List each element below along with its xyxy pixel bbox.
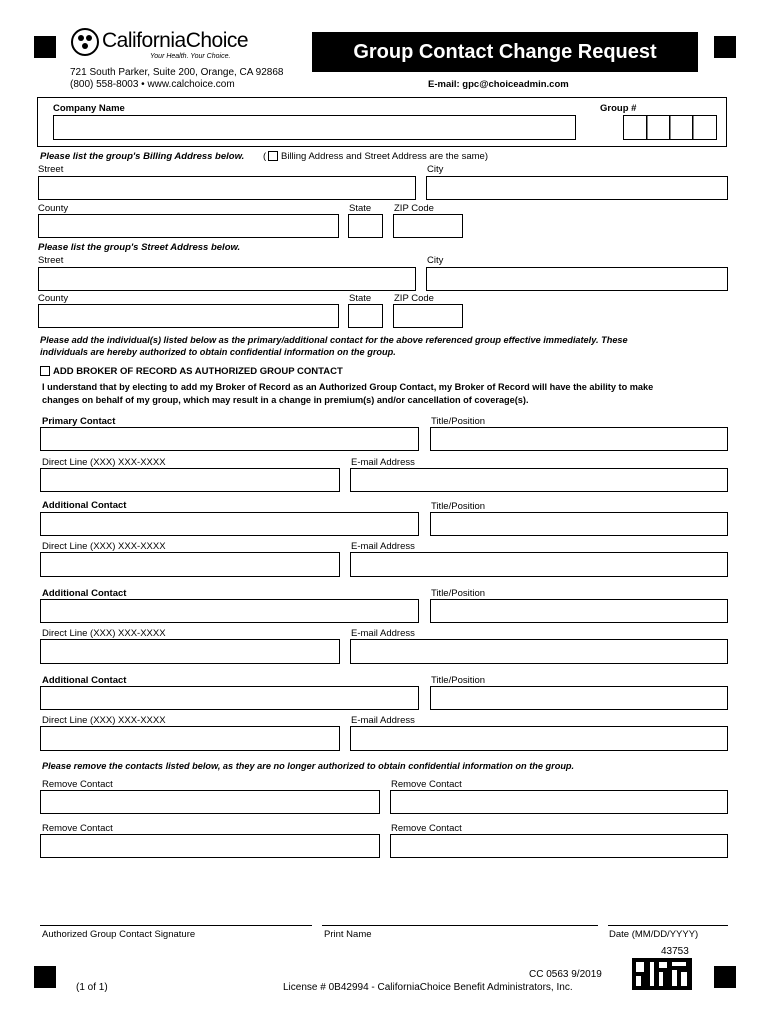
remove-contact-label: Remove Contact bbox=[42, 779, 113, 790]
broker-of-record-checkbox[interactable] bbox=[40, 366, 50, 376]
contact-title-field[interactable] bbox=[430, 599, 728, 623]
company-address: 721 South Parker, Suite 200, Orange, CA 92868 bbox=[70, 67, 284, 78]
group-number-label: Group # bbox=[600, 103, 637, 114]
billing-same-checkbox[interactable] bbox=[268, 151, 278, 161]
street-county-label: County bbox=[38, 293, 69, 304]
street-city-field[interactable] bbox=[426, 267, 728, 291]
signature-line[interactable] bbox=[40, 925, 312, 926]
street-state-label: State bbox=[349, 293, 372, 304]
logo-mark-icon bbox=[70, 27, 100, 57]
signature-label: Authorized Group Contact Signature bbox=[42, 929, 196, 940]
print-name-line[interactable] bbox=[322, 925, 598, 926]
contact-email-field[interactable] bbox=[350, 468, 728, 492]
contact-email-field[interactable] bbox=[350, 726, 728, 751]
contact-phone-label: Direct Line (XXX) XXX-XXXX bbox=[42, 457, 166, 468]
brand-name: CaliforniaChoice bbox=[102, 29, 249, 52]
license-text: License # 0B42994 - CaliforniaChoice Benefit Administrators, Inc. bbox=[283, 982, 573, 993]
broker-of-record-label: ADD BROKER OF RECORD AS AUTHORIZED GROUP CONTACT bbox=[53, 366, 343, 377]
contact-phone-field[interactable] bbox=[40, 468, 340, 492]
contact-name-field[interactable] bbox=[40, 512, 419, 536]
contact-heading: Additional Contact bbox=[42, 675, 127, 686]
street-address-heading: Please list the group's Street Address below. bbox=[38, 242, 241, 253]
street-street-label: Street bbox=[38, 255, 64, 266]
contact-phone-label: Direct Line (XXX) XXX-XXXX bbox=[42, 715, 166, 726]
registration-mark-bottom-left bbox=[34, 966, 56, 988]
form-title: Group Contact Change Request bbox=[353, 40, 657, 63]
company-name-field[interactable] bbox=[53, 115, 576, 140]
contact-heading: Additional Contact bbox=[42, 588, 127, 599]
contact-title-label: Title/Position bbox=[431, 501, 486, 512]
billing-street-field[interactable] bbox=[38, 176, 416, 200]
billing-heading: Please list the group's Billing Address below. bbox=[40, 151, 245, 162]
contact-heading: Additional Contact bbox=[42, 500, 127, 511]
billing-zip-label: ZIP Code bbox=[394, 203, 434, 214]
contact-phone-field[interactable] bbox=[40, 639, 340, 664]
remove-contact-field[interactable] bbox=[390, 790, 728, 814]
street-street-field[interactable] bbox=[38, 267, 416, 291]
contact-title-label: Title/Position bbox=[431, 588, 486, 599]
form-id: CC 0563 9/2019 bbox=[529, 969, 602, 980]
billing-state-field[interactable] bbox=[348, 214, 383, 238]
contact-phone-field[interactable] bbox=[40, 552, 340, 577]
admin-email: E-mail: gpc@choiceadmin.com bbox=[428, 79, 569, 90]
form-title-banner bbox=[312, 32, 698, 72]
barcode-icon bbox=[632, 958, 692, 990]
registration-mark-top-left bbox=[34, 36, 56, 58]
contact-title-field[interactable] bbox=[430, 686, 728, 710]
brand-logo bbox=[70, 27, 260, 63]
remove-contact-field[interactable] bbox=[40, 834, 380, 858]
date-line[interactable] bbox=[608, 925, 728, 926]
remove-contact-field[interactable] bbox=[40, 790, 380, 814]
billing-zip-field[interactable] bbox=[393, 214, 463, 238]
street-county-field[interactable] bbox=[38, 304, 339, 328]
street-zip-field[interactable] bbox=[393, 304, 463, 328]
date-label: Date (MM/DD/YYYY) bbox=[609, 929, 699, 940]
contact-name-field[interactable] bbox=[40, 686, 419, 710]
contact-phone-field[interactable] bbox=[40, 726, 340, 751]
company-section bbox=[37, 97, 727, 147]
contact-email-label: E-mail Address bbox=[351, 541, 415, 552]
broker-note-line1: I understand that by electing to add my Broker of Record as an Authorized Group Contact, my Broker of Record will have the ability to make bbox=[42, 382, 654, 392]
street-zip-label: ZIP Code bbox=[394, 293, 434, 304]
street-city-label: City bbox=[427, 255, 444, 266]
billing-county-label: County bbox=[38, 203, 69, 214]
billing-city-field[interactable] bbox=[426, 176, 728, 200]
billing-same-note-open: ( bbox=[263, 151, 267, 162]
page-number: (1 of 1) bbox=[76, 982, 108, 993]
contact-email-label: E-mail Address bbox=[351, 715, 415, 726]
contact-title-field[interactable] bbox=[430, 512, 728, 536]
contact-email-field[interactable] bbox=[350, 639, 728, 664]
brand-tagline: Your Health. Your Choice. bbox=[150, 53, 231, 60]
company-name-label: Company Name bbox=[53, 103, 125, 114]
billing-county-field[interactable] bbox=[38, 214, 339, 238]
contact-title-field[interactable] bbox=[430, 427, 728, 451]
contact-email-label: E-mail Address bbox=[351, 628, 415, 639]
contact-title-label: Title/Position bbox=[431, 416, 486, 427]
remove-contact-label: Remove Contact bbox=[391, 823, 462, 834]
company-contact: (800) 558-8003 • www.calchoice.com bbox=[70, 79, 235, 90]
contact-phone-label: Direct Line (XXX) XXX-XXXX bbox=[42, 628, 166, 639]
billing-state-label: State bbox=[349, 203, 372, 214]
authorization-text-line1: Please add the individual(s) listed below as the primary/additional contact for the above referenced group effective immediately. These bbox=[40, 335, 628, 345]
remove-contact-label: Remove Contact bbox=[391, 779, 462, 790]
street-state-field[interactable] bbox=[348, 304, 383, 328]
print-name-label: Print Name bbox=[324, 929, 372, 940]
remove-contact-label: Remove Contact bbox=[42, 823, 113, 834]
billing-street-label: Street bbox=[38, 164, 64, 175]
contact-email-label: E-mail Address bbox=[351, 457, 415, 468]
registration-mark-top-right bbox=[714, 36, 736, 58]
broker-note-line2: changes on behalf of my group, which may result in a change in premium(s) and/or cancellation of coverage(s). bbox=[42, 395, 529, 405]
remove-contact-field[interactable] bbox=[390, 834, 728, 858]
contact-title-label: Title/Position bbox=[431, 675, 486, 686]
contact-email-field[interactable] bbox=[350, 552, 728, 577]
form-code: 43753 bbox=[661, 946, 689, 957]
group-number-field[interactable] bbox=[623, 115, 717, 140]
authorization-text-line2: individuals are hereby authorized to obtain confidential information on the group. bbox=[40, 347, 396, 357]
contact-phone-label: Direct Line (XXX) XXX-XXXX bbox=[42, 541, 166, 552]
contact-name-field[interactable] bbox=[40, 599, 419, 623]
removal-heading: Please remove the contacts listed below, as they are no longer authorized to obtain confidential information on the group. bbox=[42, 761, 575, 771]
contact-heading: Primary Contact bbox=[42, 416, 116, 427]
billing-city-label: City bbox=[427, 164, 444, 175]
billing-same-note: Billing Address and Street Address are the same) bbox=[281, 151, 489, 162]
registration-mark-bottom-right bbox=[714, 966, 736, 988]
contact-name-field[interactable] bbox=[40, 427, 419, 451]
